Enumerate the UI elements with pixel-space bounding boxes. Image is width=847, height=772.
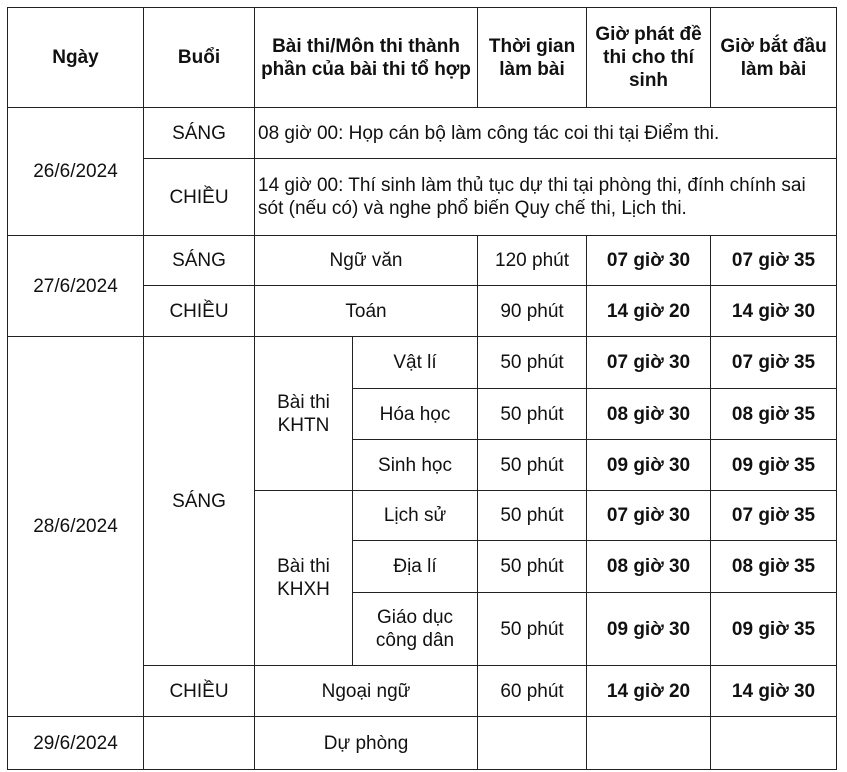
note-cell: 08 giờ 00: Họp cán bộ làm công tác coi thi tại Điểm thi. [255, 108, 837, 159]
duration-cell: 50 phút [478, 491, 587, 541]
subject-cell: Giáo dục công dân [353, 593, 478, 666]
start-cell: 14 giờ 30 [711, 666, 837, 717]
session-cell: SÁNG [144, 108, 255, 159]
header-gio-phat-de: Giờ phát đề thi cho thí sinh [587, 8, 711, 108]
hand-out-cell: 08 giờ 30 [587, 389, 711, 440]
header-bai-thi: Bài thi/Môn thi thành phần của bài thi tổ hợp [255, 8, 478, 108]
hand-out-cell [587, 717, 711, 770]
subject-cell: Lịch sử [353, 491, 478, 541]
session-cell: SÁNG [144, 236, 255, 286]
duration-cell: 50 phút [478, 541, 587, 593]
start-cell: 09 giờ 35 [711, 593, 837, 666]
subject-cell: Toán [255, 286, 478, 337]
group-cell-khxh: Bài thi KHXH [255, 491, 353, 666]
group-cell-khtn: Bài thi KHTN [255, 337, 353, 491]
hand-out-cell: 07 giờ 30 [587, 236, 711, 286]
hand-out-cell: 08 giờ 30 [587, 541, 711, 593]
subject-cell: Vật lí [353, 337, 478, 389]
subject-cell: Sinh học [353, 440, 478, 491]
duration-cell: 50 phút [478, 440, 587, 491]
header-gio-bat-dau: Giờ bắt đầu làm bài [711, 8, 837, 108]
table-row [8, 236, 837, 286]
session-cell: CHIỀU [144, 286, 255, 337]
start-cell: 09 giờ 35 [711, 440, 837, 491]
duration-cell [478, 717, 587, 770]
duration-cell: 50 phút [478, 337, 587, 389]
date-cell: 28/6/2024 [8, 337, 144, 717]
header-buoi: Buổi [144, 8, 255, 108]
exam-schedule-table [7, 7, 837, 770]
date-cell: 26/6/2024 [8, 108, 144, 236]
subject-cell: Ngoại ngữ [255, 666, 478, 717]
subject-cell: Hóa học [353, 389, 478, 440]
note-cell: 14 giờ 00: Thí sinh làm thủ tục dự thi tại phòng thi, đính chính sai sót (nếu có) và nghe phổ biến Quy chế thi, Lịch thi. [255, 159, 837, 236]
duration-cell: 120 phút [478, 236, 587, 286]
hand-out-cell: 09 giờ 30 [587, 440, 711, 491]
start-cell: 14 giờ 30 [711, 286, 837, 337]
header-row [8, 8, 837, 108]
hand-out-cell: 07 giờ 30 [587, 491, 711, 541]
header-ngay: Ngày [8, 8, 144, 108]
table-row [8, 108, 837, 159]
session-cell [144, 717, 255, 770]
table-row [8, 717, 837, 770]
date-cell: 29/6/2024 [8, 717, 144, 770]
session-cell: CHIỀU [144, 666, 255, 717]
hand-out-cell: 07 giờ 30 [587, 337, 711, 389]
start-cell: 08 giờ 35 [711, 389, 837, 440]
start-cell: 07 giờ 35 [711, 236, 837, 286]
subject-cell: Ngữ văn [255, 236, 478, 286]
duration-cell: 90 phút [478, 286, 587, 337]
date-cell: 27/6/2024 [8, 236, 144, 337]
subject-cell: Địa lí [353, 541, 478, 593]
duration-cell: 60 phút [478, 666, 587, 717]
hand-out-cell: 09 giờ 30 [587, 593, 711, 666]
session-cell: CHIỀU [144, 159, 255, 236]
duration-cell: 50 phút [478, 389, 587, 440]
hand-out-cell: 14 giờ 20 [587, 666, 711, 717]
duration-cell: 50 phút [478, 593, 587, 666]
start-cell: 07 giờ 35 [711, 337, 837, 389]
session-cell: SÁNG [144, 337, 255, 666]
hand-out-cell: 14 giờ 20 [587, 286, 711, 337]
start-cell: 07 giờ 35 [711, 491, 837, 541]
header-thoi-gian: Thời gian làm bài [478, 8, 587, 108]
subject-cell: Dự phòng [255, 717, 478, 770]
start-cell [711, 717, 837, 770]
table-row [8, 337, 837, 389]
start-cell: 08 giờ 35 [711, 541, 837, 593]
